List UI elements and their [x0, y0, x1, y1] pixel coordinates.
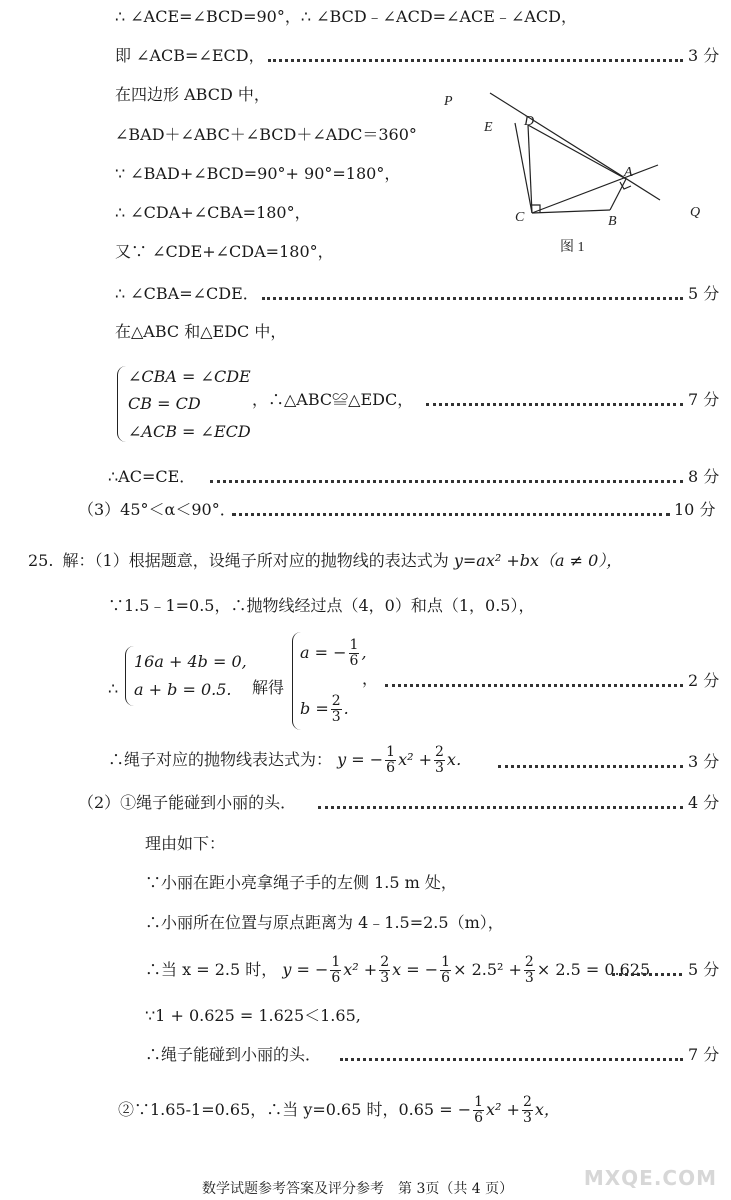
system-eq-1: ∠CBA = ∠CDE	[128, 367, 251, 386]
parabola-expression: ∴绳子对应的抛物线表达式为： y = − $\frac{1}{6}$ x² + $\frac{2}{3}$ x．	[108, 744, 472, 776]
leader-dots	[232, 513, 670, 516]
proof-line-1: ∴ ∠ACE=∠BCD=90°，∴ ∠BCD﹣∠ACD=∠ACE﹣∠ACD，	[115, 7, 578, 26]
proof-line-9: 在△ABC 和△EDC 中，	[115, 322, 287, 341]
label-a: A	[624, 165, 633, 180]
equation-1: 16a + 4b = 0,	[134, 652, 247, 671]
leader-dots	[340, 1058, 683, 1061]
segment-cb	[532, 210, 610, 213]
score-label: 5 分	[688, 960, 720, 979]
leader-dots	[318, 806, 683, 809]
part2-claim: （2）①绳子能碰到小丽的头．	[78, 793, 297, 812]
system-brace	[125, 646, 134, 706]
proof-line-6: ∴ ∠CDA+∠CBA=180°，	[115, 203, 311, 222]
solution-comma: ，	[362, 669, 379, 688]
q25-intro	[28, 550, 622, 572]
figure-caption: 图 1	[560, 240, 585, 255]
page-footer: 数学试题参考答案及评分参考 第 3页（共 4 页）	[202, 1181, 514, 1197]
score-label: 4 分	[688, 793, 720, 812]
line-ca-extended	[532, 165, 658, 213]
line-pq	[490, 93, 660, 200]
label-c: C	[515, 210, 525, 225]
leader-dots	[498, 765, 683, 768]
label-p: P	[444, 94, 453, 109]
system-brace	[117, 366, 126, 442]
reason-line-4: ∵1 + 0.625 = 1.625＜1.65,	[145, 1006, 361, 1025]
leader-dots	[612, 973, 682, 976]
leader-dots	[385, 684, 683, 687]
therefore-symbol: ∴	[108, 679, 119, 698]
reason-calculation: ∴当 x = 2.5 时， y = − $\frac{1}{6}$ x² + $\frac{2}{3}$ x = − $\frac{1}{6}$ × 2.5² + $\frac{2}{3}$ × 2.5 = 0.625	[145, 954, 651, 986]
q25-formula: y=ax² +bx（a ≠ 0），	[453, 551, 623, 570]
reason-header: 理由如下：	[145, 834, 226, 853]
congruence-conclusion: ，∴△ABC≌△EDC，	[252, 390, 414, 409]
label-q: Q	[690, 205, 701, 220]
q25-step-1: ∵1.5﹣1=0.5，∴抛物线经过点（4，0）和点（1，0.5），	[108, 596, 535, 615]
proof-line-4: ∠BAD＋∠ABC＋∠BCD＋∠ADC＝360°	[115, 125, 417, 144]
proof-line-2: 即 ∠ACB=∠ECD，	[115, 46, 265, 65]
q25-intro-text: 解：（1）根据题意，设绳子所对应的抛物线的表达式为	[62, 551, 449, 570]
score-label: 7 分	[688, 390, 720, 409]
proof-line-3: 在四边形 ABCD 中，	[115, 85, 270, 104]
reason-line-2: ∴小丽所在位置与原点距离为 4﹣1.5=2.5（m），	[145, 913, 504, 932]
score-label: 5 分	[688, 284, 720, 303]
question-number: 25.	[28, 551, 54, 570]
reason-line-1: ∵小丽在距小亮拿绳子手的左侧 1.5 m 处，	[145, 873, 457, 892]
score-label: 7 分	[688, 1045, 720, 1064]
solution-a: a = − $\frac{1}{6}$ ,	[300, 637, 367, 669]
proof-line-7: 又∵ ∠CDE+∠CDA=180°，	[115, 242, 334, 261]
leader-dots	[268, 59, 683, 62]
proof-line-5: ∵ ∠BAD+∠BCD=90°+ 90°=180°，	[115, 164, 401, 183]
label-e: E	[484, 120, 493, 135]
part3-answer: （3）45°＜α＜90°．	[78, 500, 236, 519]
leader-dots	[210, 480, 683, 483]
label-b: B	[608, 214, 617, 229]
score-label: 10 分	[674, 500, 716, 519]
geometry-figure	[430, 85, 720, 260]
solve-label: 解得	[252, 678, 285, 697]
system-eq-3: ∠ACB = ∠ECD	[128, 422, 251, 441]
equation-2: a + b = 0.5.	[134, 680, 232, 699]
score-label: 8 分	[688, 467, 720, 486]
segment-ad	[528, 125, 626, 179]
score-label: 3 分	[688, 46, 720, 65]
segment-ba	[610, 179, 626, 210]
score-label: 3 分	[688, 752, 720, 771]
leader-dots	[262, 297, 683, 300]
reason-conclusion: ∴绳子能碰到小丽的头．	[145, 1045, 322, 1064]
system-eq-2: CB = CD	[128, 394, 201, 413]
score-label: 2 分	[688, 671, 720, 690]
solution-b: b = $\frac{2}{3}$ .	[300, 693, 349, 725]
watermark: MXQE.COM	[583, 1166, 717, 1190]
part2b-line: ②∵1.65-1=0.65，∴当 y=0.65 时，0.65 = − $\frac{1}{6}$ x² + $\frac{2}{3}$ x，	[118, 1094, 560, 1126]
leader-dots	[426, 403, 683, 406]
label-d: D	[524, 114, 535, 129]
proof-line-8: ∴ ∠CBA=∠CDE．	[115, 284, 259, 303]
proof-line-11: ∴AC=CE．	[108, 467, 196, 486]
